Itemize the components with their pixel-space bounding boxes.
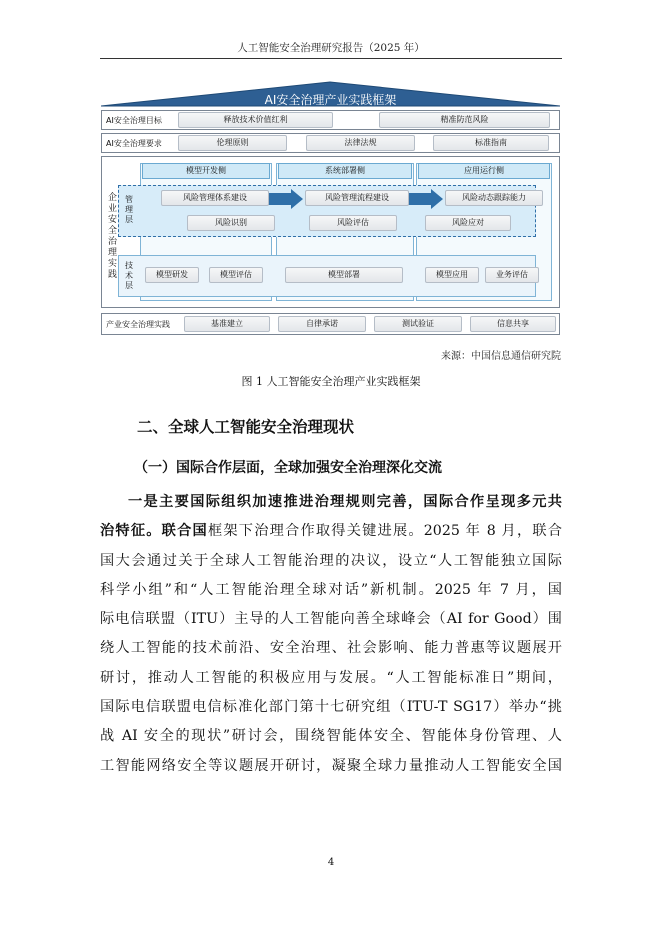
requirement-item: 法律法规 bbox=[306, 135, 415, 151]
requirement-row bbox=[101, 133, 560, 153]
tech-item: 模型研发 bbox=[145, 267, 199, 283]
text-line: 研讨，推动人工智能的积极应用与发展。“人工智能标准日”期间， bbox=[100, 669, 562, 686]
column-header: 应用运行侧 bbox=[418, 163, 550, 179]
goal-item: 释放技术价值红利 bbox=[178, 112, 333, 128]
subsection-heading: （一）国际合作层面，全球加强安全治理深化交流 bbox=[134, 460, 442, 476]
industry-row bbox=[101, 313, 560, 335]
flow-arrow-head bbox=[291, 189, 303, 209]
goal-row bbox=[101, 110, 560, 130]
flow-arrow bbox=[267, 193, 293, 205]
tech-item: 业务评估 bbox=[485, 267, 539, 283]
text-line: 框架下治理合作取得关键进展。2025 年 8 月，联合 bbox=[207, 523, 562, 540]
text-line: 国大会通过关于全球人工智能治理的决议，设立“人工智能独立国际 bbox=[100, 552, 562, 569]
body-paragraph bbox=[100, 488, 562, 781]
lead-sentence: 一是主要国际组织加速推进治理规则完善，国际合作呈现多元共 bbox=[128, 494, 562, 510]
text-line: 战 AI 安全的现状”研讨会，围绕智能体安全、智能体身份管理、人 bbox=[100, 728, 562, 745]
text-line: 绕人工智能的技术前沿、安全治理、社会影响、能力普惠等议题展开 bbox=[100, 640, 562, 657]
enterprise-practice-box bbox=[101, 156, 560, 308]
technical-label: 技术层 bbox=[125, 261, 133, 290]
header-divider bbox=[100, 58, 562, 59]
management-label: 管理层 bbox=[125, 195, 133, 224]
page-number: 4 bbox=[327, 857, 335, 868]
lead-sentence-end: 治特征。联合国 bbox=[100, 523, 208, 540]
industry-item: 自律承诺 bbox=[278, 316, 366, 332]
tech-item: 模型应用 bbox=[425, 267, 479, 283]
enterprise-label: 企业安全治理实践 bbox=[107, 193, 117, 280]
text-line: 科学小组”和“人工智能治理全球对话”新机制。2025 年 7 月，国 bbox=[100, 581, 562, 598]
management-layer bbox=[118, 185, 536, 237]
figure-source: 来源：中国信息通信研究院 bbox=[441, 351, 561, 362]
industry-item: 信息共享 bbox=[470, 316, 556, 332]
tech-item: 模型评估 bbox=[209, 267, 263, 283]
tech-item: 模型部署 bbox=[285, 267, 403, 283]
industry-row-label: 产业安全治理实践 bbox=[106, 320, 170, 329]
industry-item: 测试验证 bbox=[374, 316, 462, 332]
mgmt-capability: 风险动态跟踪能力 bbox=[445, 190, 543, 206]
requirement-item: 标准指南 bbox=[433, 135, 549, 151]
figure-caption: 图 1 人工智能安全治理产业实践框架 bbox=[241, 375, 421, 388]
requirement-row-label: AI安全治理要求 bbox=[106, 139, 162, 148]
framework-figure bbox=[101, 80, 560, 338]
risk-step: 风险评估 bbox=[309, 215, 397, 231]
text-line: 工智能网络安全等议题展开研讨，凝聚全球力量推动人工智能安全国 bbox=[100, 757, 562, 774]
industry-item: 基准建立 bbox=[184, 316, 270, 332]
risk-step: 风险识别 bbox=[187, 215, 275, 231]
text-line: 国际电信联盟电信标准化部门第十七研究组（ITU-T SG17）举办“挑 bbox=[100, 699, 562, 716]
goal-item: 精准防范风险 bbox=[379, 112, 550, 128]
column-header: 系统部署侧 bbox=[278, 163, 412, 179]
risk-step: 风险应对 bbox=[425, 215, 511, 231]
running-header: 人工智能安全治理研究报告（2025 年） bbox=[237, 42, 425, 54]
technical-layer bbox=[118, 255, 536, 297]
flow-arrow bbox=[407, 193, 433, 205]
text-line: 际电信联盟（ITU）主导的人工智能向善全球峰会（AI for Good）围 bbox=[100, 611, 562, 628]
flow-arrow-head bbox=[431, 189, 443, 209]
goal-row-label: AI安全治理目标 bbox=[106, 116, 162, 125]
requirement-item: 伦理原则 bbox=[178, 135, 287, 151]
mgmt-capability: 风险管理体系建设 bbox=[161, 190, 269, 206]
column-header: 模型开发侧 bbox=[142, 163, 270, 179]
figure-title: AI安全治理产业实践框架 bbox=[264, 93, 397, 107]
section-heading: 二、全球人工智能安全治理现状 bbox=[137, 418, 355, 436]
mgmt-capability: 风险管理流程建设 bbox=[305, 190, 409, 206]
